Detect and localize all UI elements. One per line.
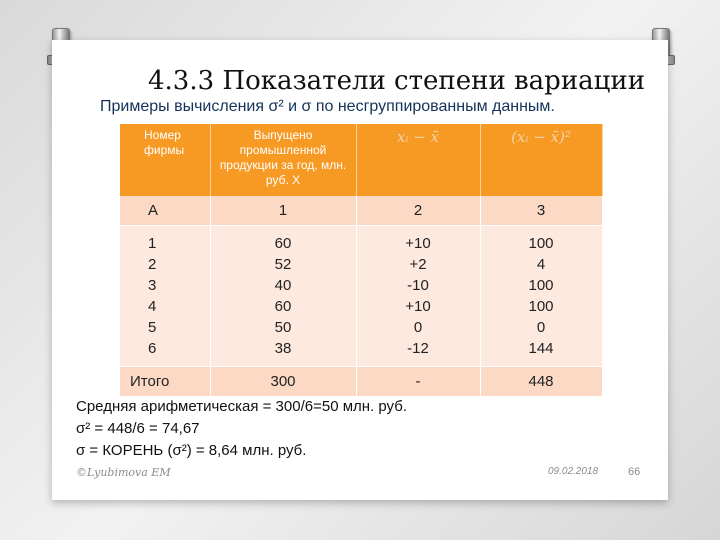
squared-deviation-column [480, 226, 602, 367]
variance-calculation: σ² = 448/6 = 74,67 [76, 420, 200, 437]
page-subtitle: Примеры вычисления σ² и σ по несгруппированным данным. [100, 98, 555, 115]
table-cell: 300 [210, 367, 356, 397]
table-cell: 2 [148, 256, 157, 273]
header-firm-number: Номер фирмы [120, 124, 210, 196]
table-cell: 0 [413, 319, 423, 336]
table-cell: Итого [120, 367, 210, 397]
table-cell: 60 [274, 235, 292, 252]
table-cell: 40 [274, 277, 292, 294]
table-cell: 2 [356, 196, 480, 226]
table-cell: +10 [405, 235, 431, 252]
page-title: 4.3.3 Показатели степени вариации [148, 66, 646, 96]
table-cell: 38 [274, 340, 292, 357]
output-column [210, 226, 356, 367]
slide-date: 09.02.2018 [548, 466, 599, 477]
table-cell: 144 [528, 340, 554, 357]
table-cell: 448 [480, 367, 602, 397]
table-cell: 50 [274, 319, 292, 336]
header-deviation: xᵢ − x̄ [356, 124, 480, 196]
table-cell: 4 [536, 256, 546, 273]
table-cell: 5 [148, 319, 157, 336]
table-cell: +10 [405, 298, 431, 315]
deviation-column [356, 226, 480, 367]
table-cell: 1 [148, 235, 157, 252]
table-cell: 4 [148, 298, 157, 315]
table-cell: 100 [528, 298, 554, 315]
table-cell: 100 [528, 235, 554, 252]
table-cell: -12 [407, 340, 429, 357]
table-row-data [120, 226, 602, 367]
header-output: Выпущено промышленной продукции за год, млн. руб. X [210, 124, 356, 196]
mean-calculation: Средняя арифметическая = 300/6=50 млн. руб. [76, 398, 407, 415]
table-cell: 3 [148, 277, 157, 294]
table-cell: 0 [536, 319, 546, 336]
table-row-total [120, 367, 602, 397]
table-cell: 100 [528, 277, 554, 294]
table-cell: +2 [409, 256, 427, 273]
table-cell: 60 [274, 298, 292, 315]
stddev-calculation: σ = КОРЕНЬ (σ²) = 8,64 млн. руб. [76, 442, 307, 459]
firm-number-column [120, 226, 210, 367]
table-cell: А [120, 196, 210, 226]
page-number: 66 [628, 466, 641, 478]
author-signature: ©Lyubimova EM [76, 466, 171, 479]
data-table [120, 124, 603, 397]
table-cell: 1 [210, 196, 356, 226]
table-header-row [120, 124, 602, 196]
header-squared-deviation: (xᵢ − x̄)² [480, 124, 602, 196]
table-cell: 3 [480, 196, 602, 226]
table-row-column-codes [120, 196, 602, 226]
table-cell: -10 [407, 277, 429, 294]
table-cell: 52 [274, 256, 292, 273]
table-cell: 6 [148, 340, 157, 357]
table-cell: - [356, 367, 480, 397]
